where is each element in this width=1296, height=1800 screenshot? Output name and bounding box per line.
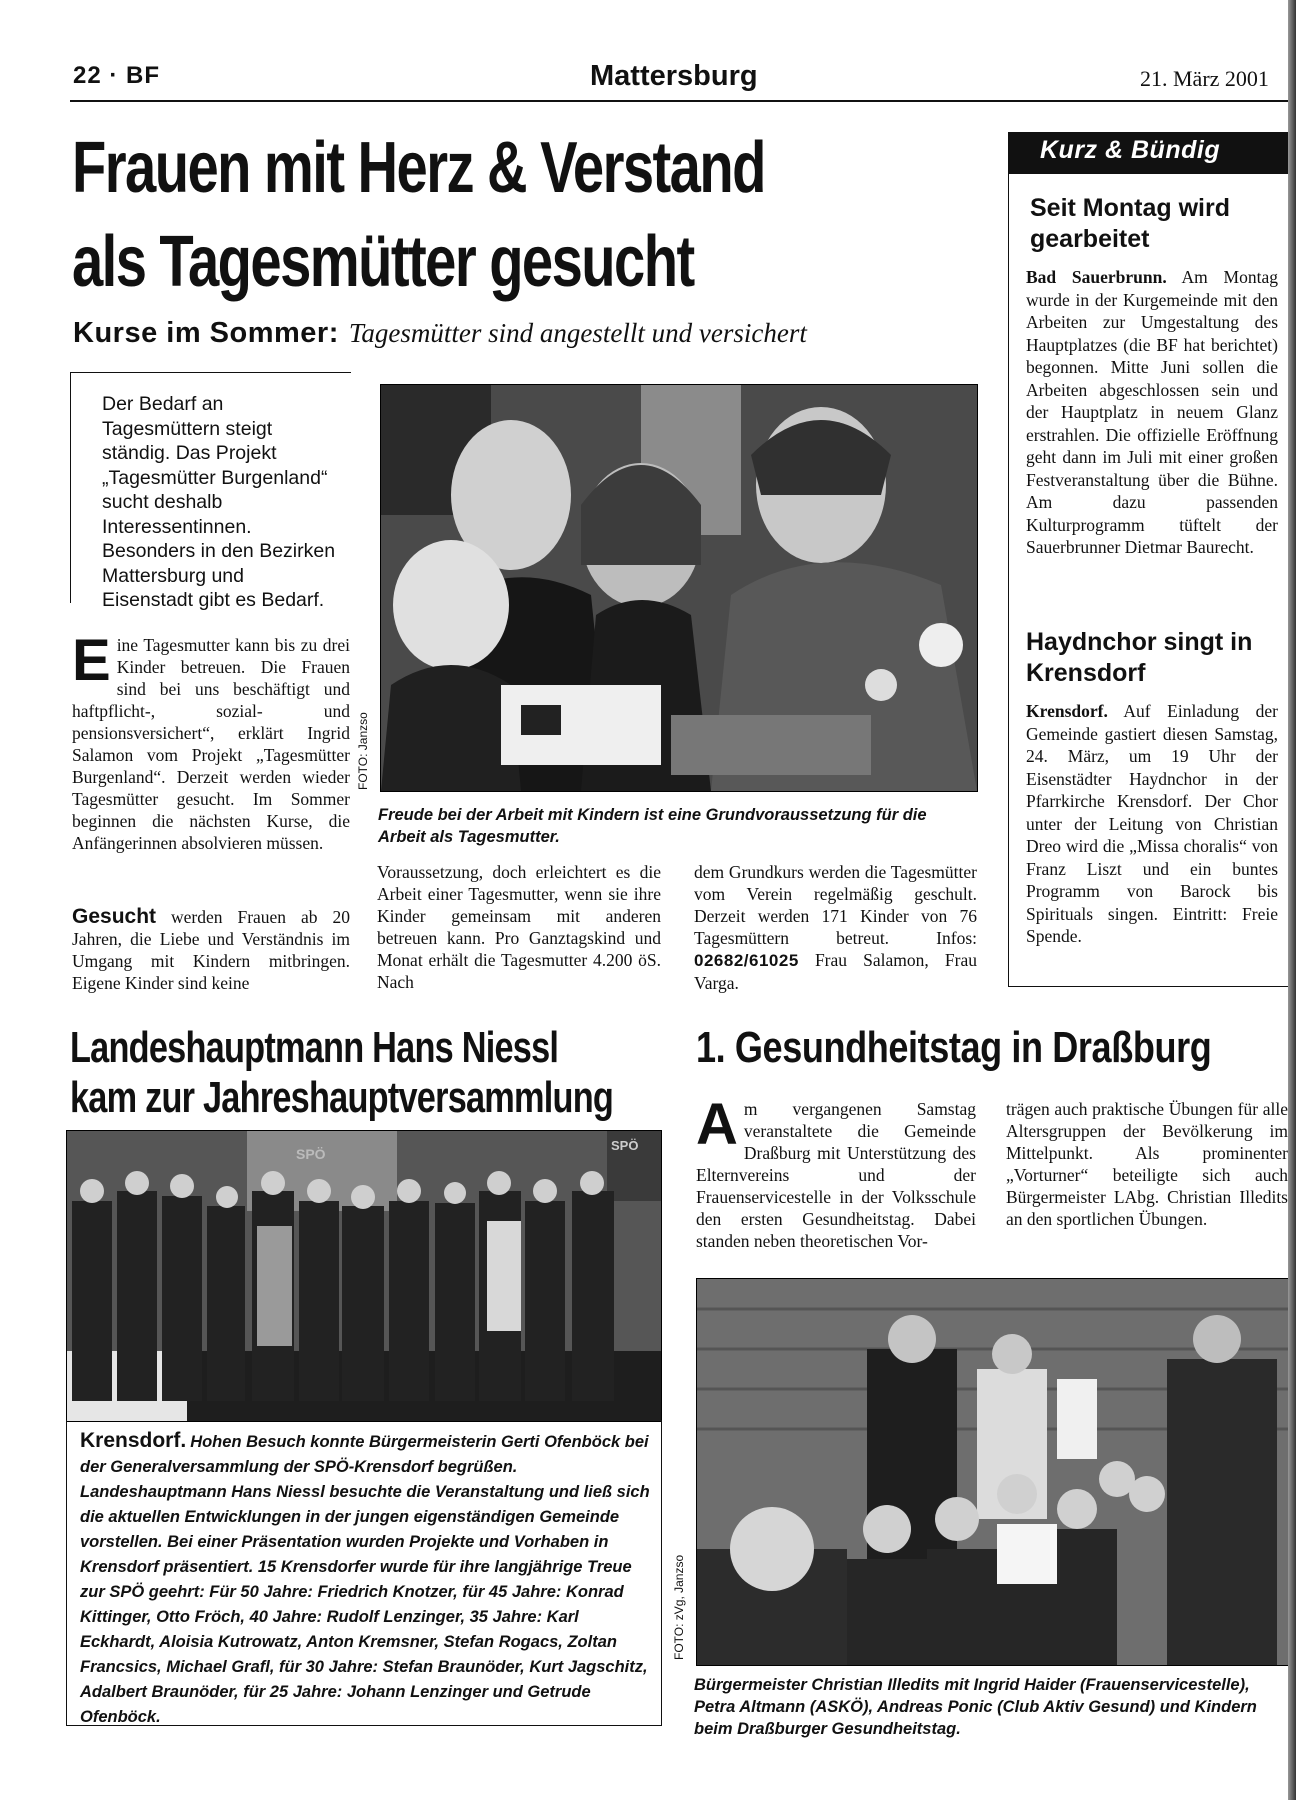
health-col1 xyxy=(696,1092,976,1252)
niessl-caption xyxy=(80,1428,650,1730)
main-para1: ine Tagesmutter kann bis zu drei Kinder betreuen. Die Frauen sind bei uns beschäftigt und haftpflicht-, sozial- und pensionsversichert“, erklärt Ingrid Salamon vom Projekt „Tagesmütter Burgenland“. Derzeit werden wieder Tagesmütter gesucht. Im Sommer beginnen die nächsten Kurse, die Anfängerinnen absolvieren müssen. xyxy=(72,635,350,853)
subhead-bold: Kurse im Sommer: xyxy=(73,317,339,349)
item2-body: Auf Einladung der Gemeinde gastiert diesen Samstag, 24. März, um 19 Uhr der Eisenstädter Haydnchor in der Pfarrkirche Krensdorf. Der Chor unter der Leitung von Christian Dreo wird die „Missa choralis“ von Franz Liszt und ein buntes Programm von Barock bis Spirituals singen. Eintritt: Freie Spende. xyxy=(1026,701,1278,946)
niessl-photo-sign-right: SPÖ xyxy=(611,1138,639,1153)
health-photo xyxy=(696,1278,1290,1666)
page-label: 22 · BF xyxy=(73,62,161,89)
main-col3 xyxy=(694,861,977,994)
col3-end: Frau Salamon, Frau Varga. xyxy=(694,950,978,993)
section-title: Mattersburg xyxy=(590,60,758,92)
sidebar-item1-text xyxy=(1026,266,1278,559)
main-col1-para2 xyxy=(72,906,350,994)
item1-body: Am Montag wurde in der Kurgemeinde mit den Arbeiten zur Umgestaltung des Hauptplatzes (die BF hat berichtet) begonnen. Mitte Juni sollen die Arbeiten abgeschlossen sein und der Hauptplatz in neuem Glanz erstrahlen. Die offizielle Eröffnung geht dann im Juli mit einer großen Festveranstaltung über die Bühne. Am dazu passenden Kulturprogramm tüftelt der Sauerbrunner Dietmar Baurecht. xyxy=(1026,267,1278,557)
dropcap-e: E xyxy=(72,628,111,693)
niessl-caption-place: Krensdorf. xyxy=(80,1429,187,1452)
subhead-italic: Tagesmütter sind angestellt und versichert xyxy=(348,318,807,348)
niessl-photo-sign-left: SPÖ xyxy=(296,1146,326,1162)
sidebar-item1-headline: Seit Montag wird gearbeitet xyxy=(1030,194,1230,253)
issue-date: 21. März 2001 xyxy=(1140,66,1269,91)
dropcap-a: A xyxy=(696,1092,738,1157)
main-headline-line1: Frauen mit Herz & Verstand xyxy=(72,128,765,208)
health-photo-credit: FOTO: zVg, Janzso xyxy=(672,1554,686,1660)
sidebar-item2-headline: Haydnchor singt in Krensdorf xyxy=(1026,628,1253,687)
page-edge-shadow xyxy=(1288,0,1296,1800)
item1-place: Bad Sauerbrunn. xyxy=(1026,267,1167,287)
niessl-photo xyxy=(66,1130,662,1422)
main-col1 xyxy=(72,628,350,854)
niessl-headline-line1: Landeshauptmann Hans Niessl xyxy=(70,1023,559,1072)
col3-text: dem Grundkurs werden die Tagesmütter vom Verein regelmäßig geschult. Derzeit werden 171 Kinder von 76 Tagesmüttern betreut. Infos: xyxy=(694,862,977,948)
niessl-headline-line2: kam zur Jahreshauptversammlung xyxy=(70,1073,614,1122)
main-photo-caption: Freude bei der Arbeit mit Kindern ist eine Grundvoraussetzung für die Arbeit als Tagesmutter. xyxy=(378,806,927,846)
niessl-caption-text: Hohen Besuch konnte Bürgermeisterin Gerti Ofenböck bei der Generalversammlung der SPÖ-Krensdorf begrüßen. Landeshauptmann Hans Niessl besuchte die Veranstaltung und ließ sich die aktuellen Entwicklungen in der jungen eigenständigen Gemeinde vorstellen. Bei einer Präsentation wurden Projekte und Vorhaben in Krensdorf präsentiert. 15 Krensdorfer wurde für ihre langjährige Treue zur SPÖ geehrt: Für 50 Jahre: Friedrich Knotzer, für 45 Jahre: Konrad Kittinger, Otto Fröch, 40 Jahre: Rudolf Lenzinger, 35 Jahre: Karl Eckhardt, Aloisia Kutrowatz, Anton Kremsner, Stefan Rogacs, Zoltan Francsics, Michael Grafl, für 30 Jahre: Stefan Braunöder, Kurt Jagschitz, Adalbert Braunöder, für 25 Jahre: Johann Lenzinger und Getrude Ofenböck. xyxy=(80,1433,650,1726)
main-col2: Voraussetzung, doch erleichtert es die Arbeit einer Tagesmutter, wenn sie ihre Kinder gemeinsam mit anderen betreuen kann. Pro Ganztagskind und Monat erhält die Tagesmutter 4.200 öS. Nach xyxy=(377,862,661,992)
sidebar-item2-text xyxy=(1026,700,1278,948)
sidebar-title: Kurz & Bündig xyxy=(1040,136,1221,164)
health-col1-text: m vergangenen Samstag veranstaltete die Gemeinde Draßburg mit Unterstützung des Elternvereins und der Frauenservicestelle in der Volksschule den ersten Gesundheitstag. Dabei standen neben theoretischen Vor- xyxy=(696,1099,976,1251)
intro-text: Der Bedarf an Tagesmüttern steigt ständig. Das Projekt „Tagesmütter Burgenland“ sucht deshalb Interessentinnen. Besonders in den Bezirken Mattersburg und Eisenstadt gibt es Bedarf. xyxy=(102,393,336,611)
header-rule xyxy=(70,100,1290,102)
item2-place: Krensdorf. xyxy=(1026,701,1108,721)
main-photo-credit: FOTO: Janzso xyxy=(356,712,370,790)
main-para2: werden Frauen ab 20 Jahren, die Liebe und Verständnis im Umgang mit Kindern mitbringen. Eigene Kinder sind keine xyxy=(72,907,350,993)
health-headline: 1. Gesundheitstag in Draßburg xyxy=(696,1023,1212,1072)
health-col2: trägen auch praktische Übungen für alle Altersgruppen der Bevölkerung im Mittelpunkt. Als prominenter „Vorturner“ beteiligte sich auch Bürgermeister LAbg. Christian Illedits an den sportlichen Übungen. xyxy=(1006,1099,1288,1229)
para2-lead: Gesucht xyxy=(72,905,157,928)
main-photo xyxy=(380,384,978,792)
main-headline-line2: als Tagesmütter gesucht xyxy=(72,222,694,302)
col3-phone: 02682/61025 xyxy=(694,951,799,970)
health-photo-caption: Bürgermeister Christian Illedits mit Ingrid Haider (Frauenservicestelle), Petra Altmann (ASKÖ), Andreas Ponic (Club Aktiv Gesund) und Kindern beim Draßburger Gesundheitstag. xyxy=(694,1676,1257,1738)
main-subhead xyxy=(73,317,807,350)
